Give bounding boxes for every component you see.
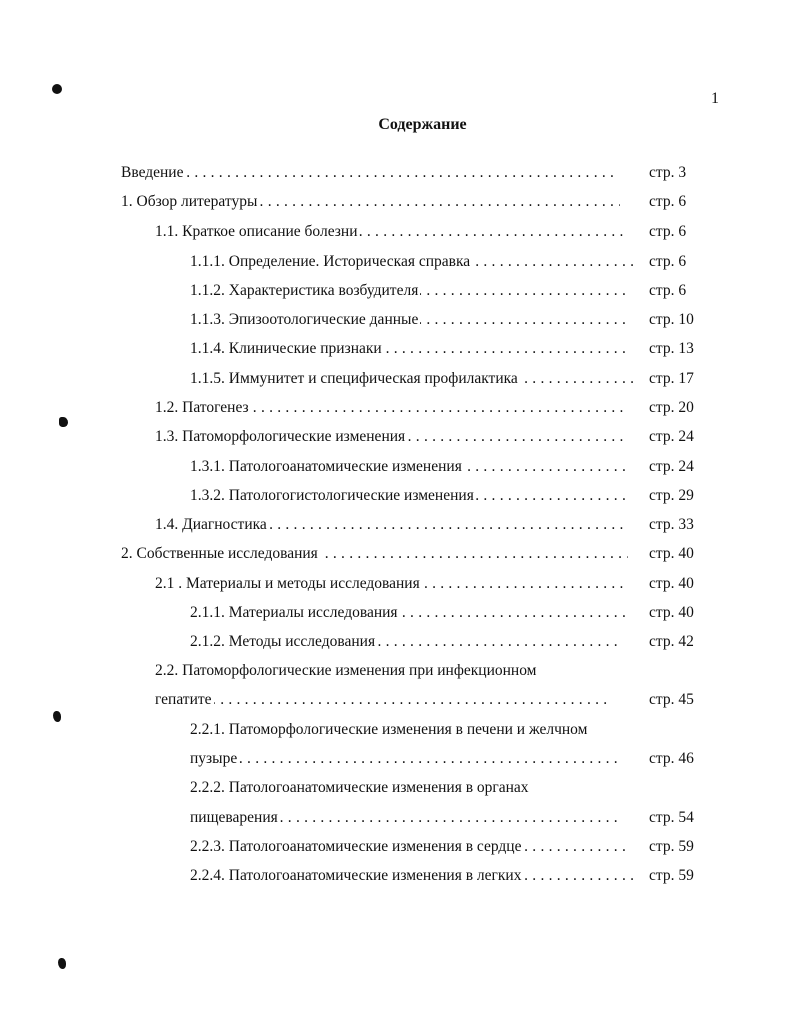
toc-entry-text: 1.3. Патоморфологические изменения bbox=[155, 428, 406, 445]
toc-page-ref: стр. 59 bbox=[649, 867, 694, 884]
toc-entry-text: 2.2.4. Патологоанатомические изменения в легких bbox=[190, 867, 522, 884]
toc-page-ref: стр. 40 bbox=[649, 604, 694, 621]
toc-entry-text: пищеварения bbox=[190, 809, 278, 826]
toc-page-ref: стр. 3 bbox=[649, 164, 687, 181]
toc-entry-text: 1.1. Краткое описание болезни bbox=[155, 223, 358, 240]
toc-page-ref: стр. 45 bbox=[649, 691, 694, 708]
toc-entry-text: Введение bbox=[121, 164, 184, 181]
toc-entry-text: 2. Собственные исследования bbox=[121, 545, 318, 562]
toc-page-ref: стр. 33 bbox=[649, 516, 694, 533]
toc-page-ref: стр. 17 bbox=[649, 370, 694, 387]
scan-speck bbox=[52, 84, 62, 94]
toc-page-ref: стр. 29 bbox=[649, 487, 694, 504]
toc-page-ref: стр. 6 bbox=[649, 223, 687, 240]
toc-page-ref: стр. 10 bbox=[649, 311, 694, 328]
toc-entry-text: 1.1.2. Характеристика возбудителя bbox=[190, 282, 419, 299]
toc-entry-text: 2.1 . Материалы и методы исследования bbox=[155, 575, 420, 592]
toc-entry-text: 1.1.1. Определение. Историческая справка bbox=[190, 253, 471, 270]
page-number: 1 bbox=[711, 90, 719, 107]
toc-entry-text: 1.1.4. Клинические признаки bbox=[190, 340, 382, 357]
toc-page-ref: стр. 6 bbox=[649, 193, 687, 210]
toc-page-ref: стр. 24 bbox=[649, 458, 694, 475]
toc-entry-text: 2.1.1. Материалы исследования bbox=[190, 604, 398, 621]
toc-entry-text: 2.1.2. Методы исследования bbox=[190, 633, 376, 650]
toc-page-ref: стр. 6 bbox=[649, 282, 687, 299]
toc-entry-text: 1.2. Патогенез bbox=[155, 399, 249, 416]
scan-speck bbox=[59, 417, 68, 427]
toc-entry-text: 1.4. Диагностика bbox=[155, 516, 267, 533]
toc-page-ref: стр. 42 bbox=[649, 633, 694, 650]
toc-entry-text: 1.3.2. Патологогистологические изменения bbox=[190, 487, 474, 504]
toc-page-ref: стр. 6 bbox=[649, 253, 687, 270]
toc-page-ref: стр. 20 bbox=[649, 399, 694, 416]
toc-page-ref: стр. 59 bbox=[649, 838, 694, 855]
toc-entry-text: 1.3.1. Патологоанатомические изменения bbox=[190, 458, 462, 475]
toc-entry-text: 2.2. Патоморфологические изменения при инфекционном bbox=[155, 662, 537, 679]
toc-page-ref: стр. 13 bbox=[649, 340, 694, 357]
scan-speck bbox=[53, 711, 61, 722]
toc-entry-text: 1. Обзор литературы bbox=[121, 193, 258, 210]
toc-entry-text: 2.2.1. Патоморфологические изменения в печени и желчном bbox=[190, 721, 588, 738]
toc-entry-text: гепатите bbox=[155, 691, 212, 708]
toc-page-ref: стр. 54 bbox=[649, 809, 694, 826]
toc-entry-text: 1.1.3. Эпизоотологические данные bbox=[190, 311, 419, 328]
toc-page-ref: стр. 46 bbox=[649, 750, 694, 767]
toc-entry-text: пузыре bbox=[190, 750, 238, 767]
scan-speck bbox=[58, 958, 66, 969]
page-title: Содержание bbox=[378, 116, 467, 133]
toc-entry-text: 1.1.5. Иммунитет и специфическая профилактика bbox=[190, 370, 518, 387]
toc-page-ref: стр. 24 bbox=[649, 428, 694, 445]
toc-entry-text: 2.2.3. Патологоанатомические изменения в сердце bbox=[190, 838, 522, 855]
toc-entry-text: 2.2.2. Патологоанатомические изменения в органах bbox=[190, 779, 529, 796]
toc-page-ref: стр. 40 bbox=[649, 575, 694, 592]
toc-page-ref: стр. 40 bbox=[649, 545, 694, 562]
